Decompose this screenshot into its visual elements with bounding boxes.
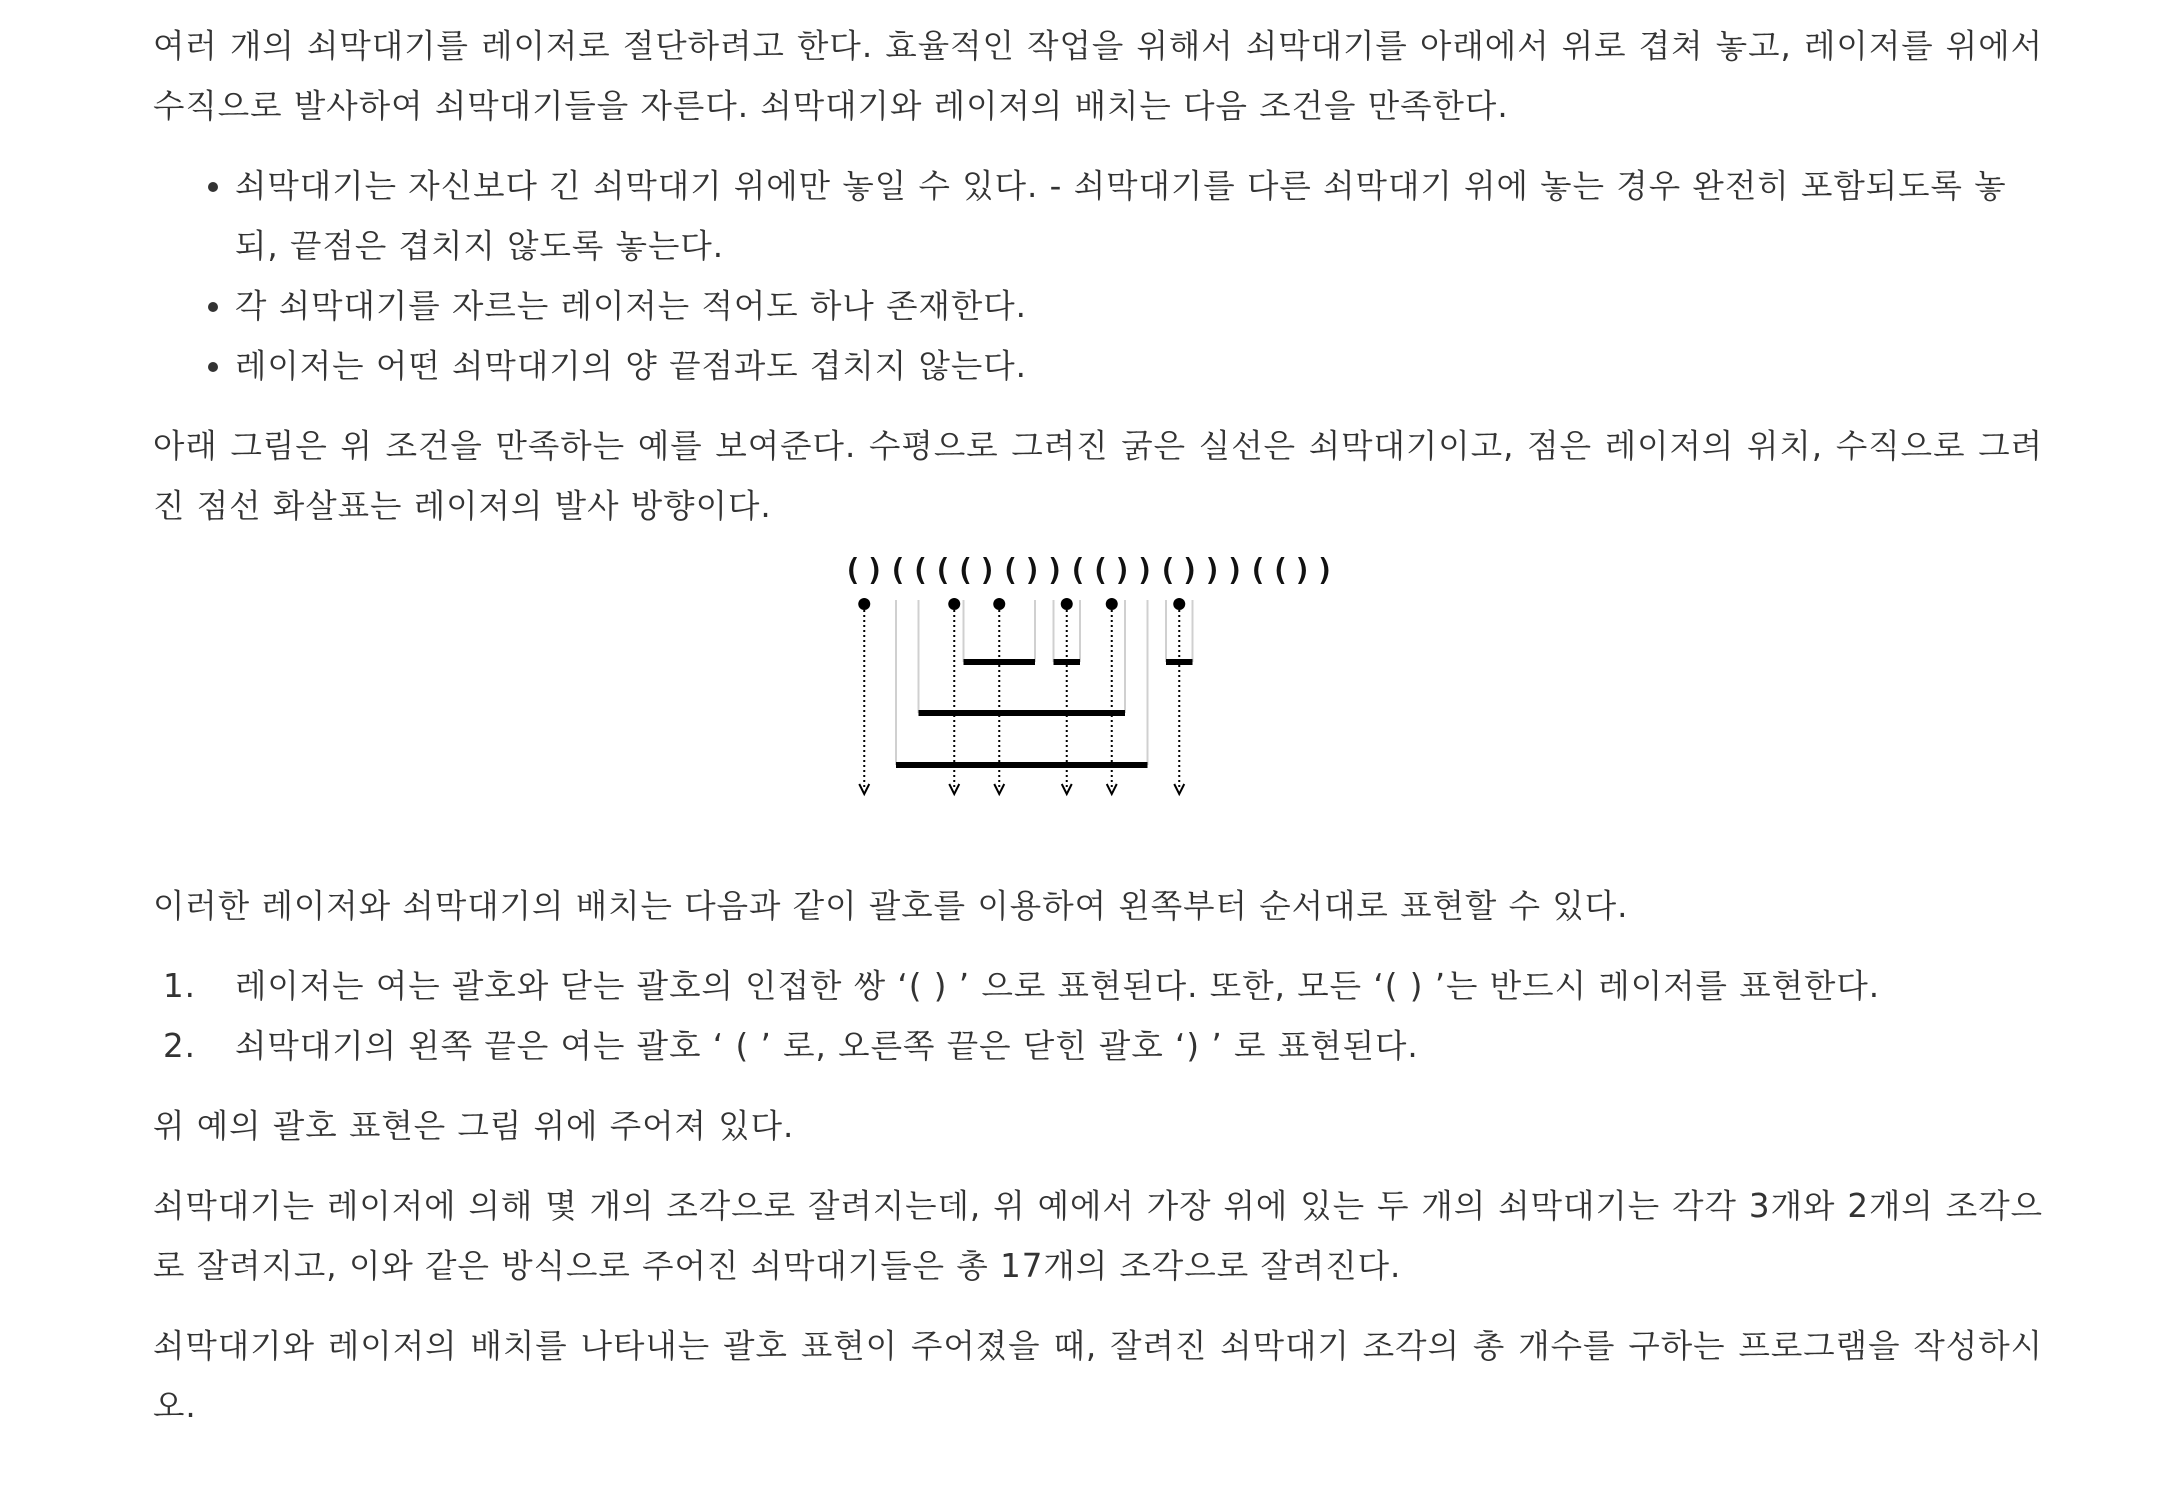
pieces-paragraph: 쇠막대기는 레이저에 의해 몇 개의 조각으로 잘려지는데, 위 예에서 가장 위에 있는 두 개의 쇠막대기는 각각 3개와 2개의 조각으로 잘려지고, 이와 같은 방식으로 주어진 쇠막대기들은 총 17개의 조각으로 잘려진다.: [153, 1187, 2043, 1285]
laser-dot: [1061, 598, 1073, 610]
task-paragraph: 쇠막대기와 레이저의 배치를 나타내는 괄호 표현이 주어졌을 때, 잘려진 쇠막대기 조각의 총 개수를 구하는 프로그램을 작성하시오.: [153, 1327, 2043, 1425]
problem-statement: [153, 16, 2043, 1456]
bracket-char: ): [1180, 553, 1201, 588]
bracket-char: (: [888, 553, 908, 588]
bracket-char: ): [1225, 553, 1246, 588]
bracket-char: ): [1113, 553, 1133, 588]
bracket-char: (: [1248, 553, 1268, 588]
laser-dot: [858, 598, 870, 610]
rule-text: 쇠막대기의 왼쪽 끝은 여는 괄호 ‘ ( ’ 로, 오른쪽 끝은 닫힌 괄호 ‘) ’ 로 표현된다.: [235, 1027, 1419, 1065]
figure-caption: 아래 그림은 위 조건을 만족하는 예를 보여준다. 수평으로 그려진 굵은 실선은 쇠막대기이고, 점은 레이저의 위치, 수직으로 그려진 점선 화살표는 레이저의 발사 방향이다.: [153, 427, 2043, 525]
laser-dot: [993, 598, 1005, 610]
rule-text: 레이저는 여는 괄호와 닫는 괄호의 인접한 쌍 ‘( ) ’ 으로 표현된다. 또한, 모든 ‘( ) ’는 반드시 레이저를 표현한다.: [235, 967, 1881, 1005]
bracket-char: ): [1293, 553, 1313, 588]
rules-list: [153, 956, 2043, 1076]
rule-number: 2.: [163, 1027, 197, 1065]
condition-item: • 각 쇠막대기를 자르는 레이저는 적어도 하나 존재한다.: [235, 276, 2043, 336]
laser-dot: [1173, 598, 1185, 610]
bracket-char: (: [910, 553, 931, 588]
rule-item: [163, 1016, 2043, 1076]
bracket-char: (: [933, 553, 953, 588]
bracket-char: ): [865, 553, 886, 588]
condition-item: • 쇠막대기는 자신보다 긴 쇠막대기 위에만 놓일 수 있다. - 쇠막대기를 다른 쇠막대기 위에 놓는 경우 완전히 포함되도록 놓되, 끝점은 겹치지 않도록 놓는다.: [235, 156, 2043, 276]
bracket-char: (: [955, 553, 976, 588]
condition-item: • 레이저는 어떤 쇠막대기의 양 끝점과도 겹치지 않는다.: [235, 336, 2043, 396]
laser-bar-figure: [153, 552, 2043, 852]
rule-number: 1.: [163, 967, 197, 1005]
bracket-char: (: [1090, 553, 1111, 588]
laser-bar-diagram: [843, 552, 1336, 852]
bracket-char: (: [1000, 553, 1021, 588]
bracket-char: ): [1315, 553, 1336, 588]
bracket-char: ): [1135, 553, 1156, 588]
bracket-char: (: [1270, 553, 1291, 588]
bracket-char: (: [843, 553, 863, 588]
bracket-char: ): [1203, 553, 1223, 588]
bracket-char: ): [978, 553, 998, 588]
rule-item: [163, 956, 2043, 1016]
example-note: 위 예의 괄호 표현은 그림 위에 주어져 있다.: [153, 1107, 795, 1145]
laser-dot: [948, 598, 960, 610]
intro-paragraph: 여러 개의 쇠막대기를 레이저로 절단하려고 한다. 효율적인 작업을 위해서 쇠막대기를 아래에서 위로 겹쳐 놓고, 레이저를 위에서 수직으로 발사하여 쇠막대기들을 자른다. 쇠막대기와 레이저의 배치는 다음 조건을 만족한다.: [153, 27, 2043, 125]
bracket-char: ): [1045, 553, 1066, 588]
representation-intro: 이러한 레이저와 쇠막대기의 배치는 다음과 같이 괄호를 이용하여 왼쪽부터 순서대로 표현할 수 있다.: [153, 887, 1629, 925]
laser-dot: [1106, 598, 1118, 610]
bracket-char: (: [1158, 553, 1178, 588]
bracket-char: ): [1023, 553, 1043, 588]
bracket-char: (: [1068, 553, 1088, 588]
conditions-list: [153, 156, 2043, 396]
